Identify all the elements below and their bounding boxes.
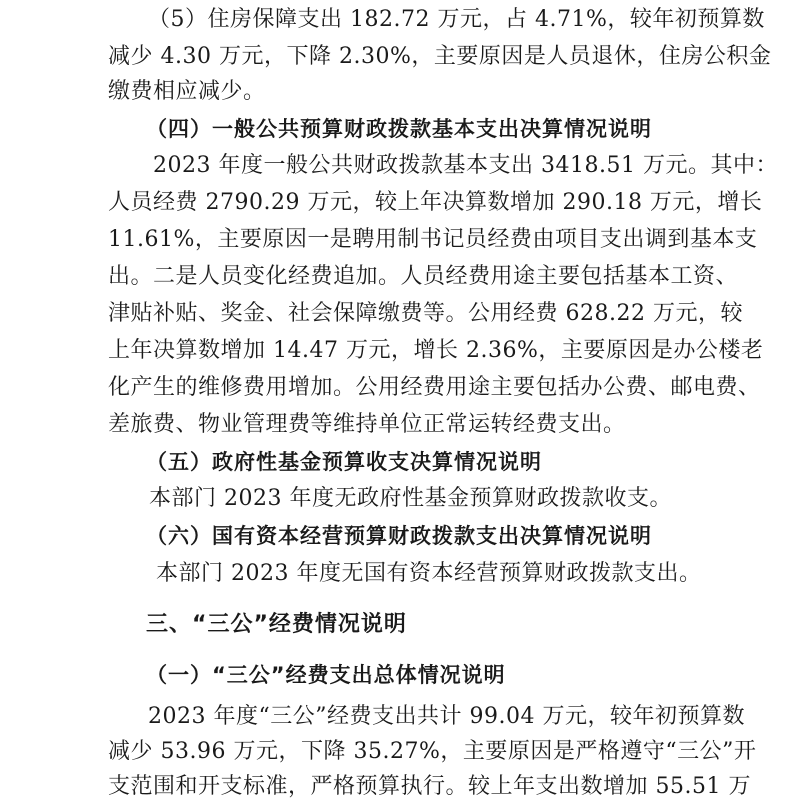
paragraph-line: 上年决算数增加 14.47 万元，增长 2.36%，主要原因是办公楼老 <box>108 338 764 363</box>
section-heading: （五）政府性基金预算收支决算情况说明 <box>146 450 542 474</box>
chapter-heading: 三、“三公”经费情况说明 <box>146 612 407 637</box>
paragraph-line: 减少 53.96 万元，下降 35.27%，主要原因是严格遵守“三公”开 <box>108 739 757 764</box>
paragraph-line: 本部门 2023 年度无国有资本经营预算财政拨款支出。 <box>156 561 702 586</box>
paragraph-line: 出。二是人员变化经费追加。人员经费用途主要包括基本工资、 <box>108 264 739 289</box>
section-heading: （四）一般公共预算财政拨款基本支出决算情况说明 <box>146 117 652 141</box>
paragraph-line: 人员经费 2790.29 万元，较上年决算数增加 290.18 万元，增长 <box>108 190 763 215</box>
paragraph-line: 津贴补贴、奖金、社会保障缴费等。公用经费 628.22 万元，较 <box>108 301 743 326</box>
paragraph-line: 本部门 2023 年度无政府性基金预算财政拨款收支。 <box>149 486 672 511</box>
paragraph-line: 2023 年度一般公共财政拨款基本支出 3418.51 万元。其中： <box>153 153 778 178</box>
paragraph-line: 支范围和开支标准，严格预算执行。较上年支出数增加 55.51 万 <box>108 774 751 799</box>
paragraph-line: 减少 4.30 万元，下降 2.30%，主要原因是人员退休，住房公积金 <box>108 44 772 69</box>
paragraph-line: 化产生的维修费用增加。公用经费用途主要包括办公费、邮电费、 <box>108 375 761 400</box>
paragraph-line: 差旅费、物业管理费等维持单位正常运转经费支出。 <box>108 412 626 437</box>
paragraph-line: 缴费相应减少。 <box>108 79 266 104</box>
section-heading: （一）“三公”经费支出总体情况说明 <box>146 663 506 687</box>
paragraph-line: 2023 年度“三公”经费支出共计 99.04 万元，较年初预算数 <box>148 704 745 729</box>
section-heading: （六）国有资本经营预算财政拨款支出决算情况说明 <box>146 524 652 548</box>
paragraph-line: （5）住房保障支出 182.72 万元，占 4.71%，较年初预算数 <box>148 7 765 32</box>
paragraph-line: 11.61%，主要原因一是聘用制书记员经费由项目支出调到基本支 <box>108 227 758 252</box>
